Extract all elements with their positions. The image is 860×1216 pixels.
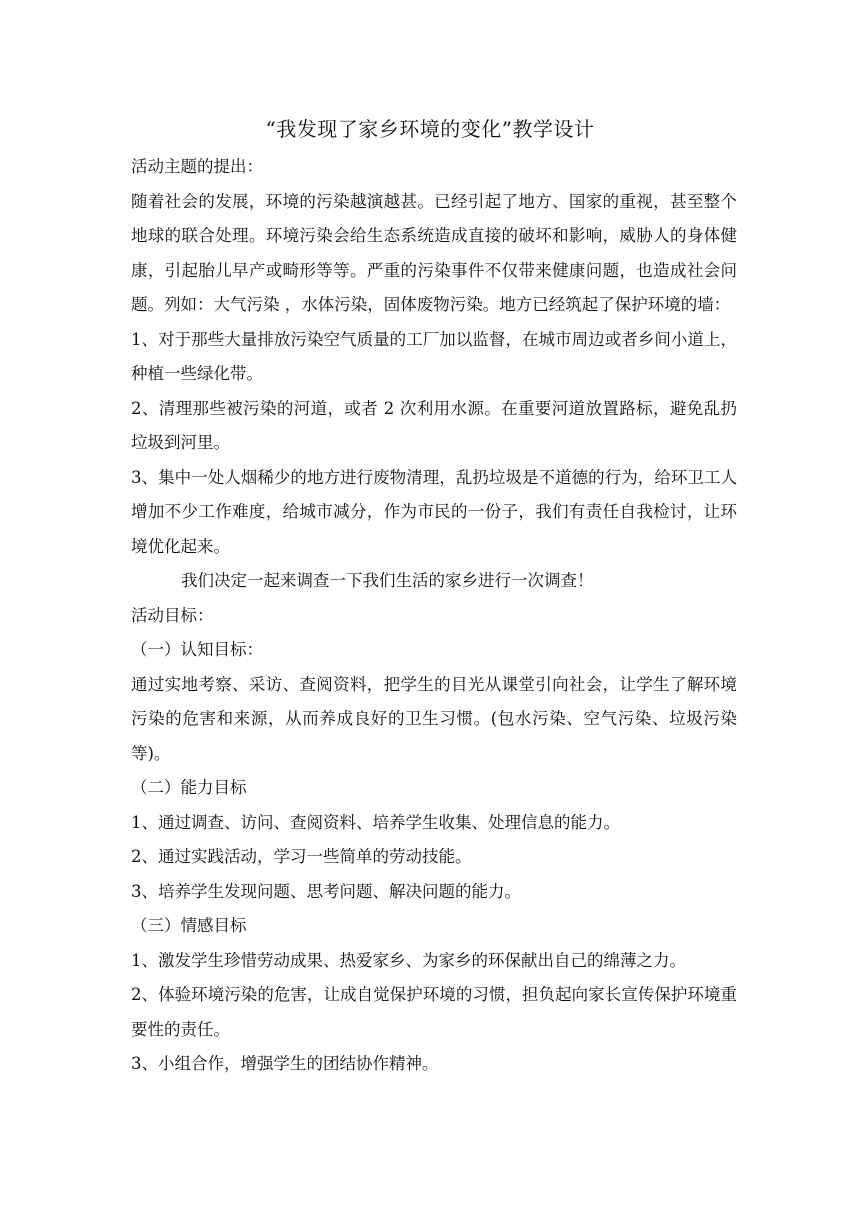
list-item-ability-1: 1、通过调查、访问、查阅资料、培养学生收集、处理信息的能力。 [131, 812, 620, 832]
list-item-emotion-2: 2、体验环境污染的危害，让成自觉保护环境的习惯，担负起向家长宣传保护环境重要性的责任。 [131, 985, 737, 1039]
subheading-cognitive-goal: （一）认知目标： [131, 640, 263, 659]
list-item-measure-3: 3、集中一处人烟稀少的地方进行废物清理，乱扔垃圾是不道德的行为，给环卫工人增加不少工作难度，给城市减分，作为市民的一份子，我们有责任自我检讨，让环境优化起来。 [131, 467, 737, 556]
subheading-emotion-goal: （三）情感目标 [131, 916, 247, 935]
list-item-measure-1: 1、对于那些大量排放污染空气质量的工厂加以监督，在城市周边或者乡间小道上，种植一些绿化带。 [131, 329, 737, 383]
list-item-emotion-3: 3、小组合作，增强学生的团结协作精神。 [131, 1054, 439, 1073]
subheading-ability-goal: （二）能力目标 [131, 778, 247, 797]
document-title: “我发现了家乡环境的变化”教学设计 [265, 117, 595, 141]
heading-activity-goals: 活动目标： [131, 605, 214, 625]
heading-activity-theme: 活动主题的提出： [131, 157, 263, 176]
paragraph-cognitive-goal: 通过实地考察、采访、查阅资料，把学生的目光从课堂引向社会，让学生了解环境污染的危害和来源，从而养成良好的卫生习惯。(包水污染、空气污染、垃圾污染等)。 [131, 674, 737, 763]
list-item-measure-2: 2、清理那些被污染的河道，或者 2 次利用水源。在重要河道放置路标，避免乱扔垃圾到河里。 [131, 398, 737, 452]
paragraph-decision: 我们决定一起来调查一下我们生活的家乡进行一次调查！ [181, 571, 594, 590]
list-item-ability-3: 3、培养学生发现问题、思考问题、解决问题的能力。 [131, 881, 521, 901]
list-item-ability-2: 2、通过实践活动，学习一些简单的劳动技能。 [131, 847, 472, 866]
paragraph-background: 随着社会的发展，环境的污染越演越甚。已经引起了地方、国家的重视，甚至整个地球的联合处理。环境污染会给生态系统造成直接的破坏和影响，威胁人的身体健康，引起胎儿早产或畸形等等。严重的污染事件不仅带来健康问题，也造成社会问题。列如：大气污染 ，水体污染，固体废物污染。地方已经筑起了保护环境的墙： [131, 191, 737, 314]
list-item-emotion-1: 1、激发学生珍惜劳动成果、热爱家乡、为家乡的环保献出自己的绵薄之力。 [131, 950, 686, 970]
document-body [131, 150, 737, 1082]
